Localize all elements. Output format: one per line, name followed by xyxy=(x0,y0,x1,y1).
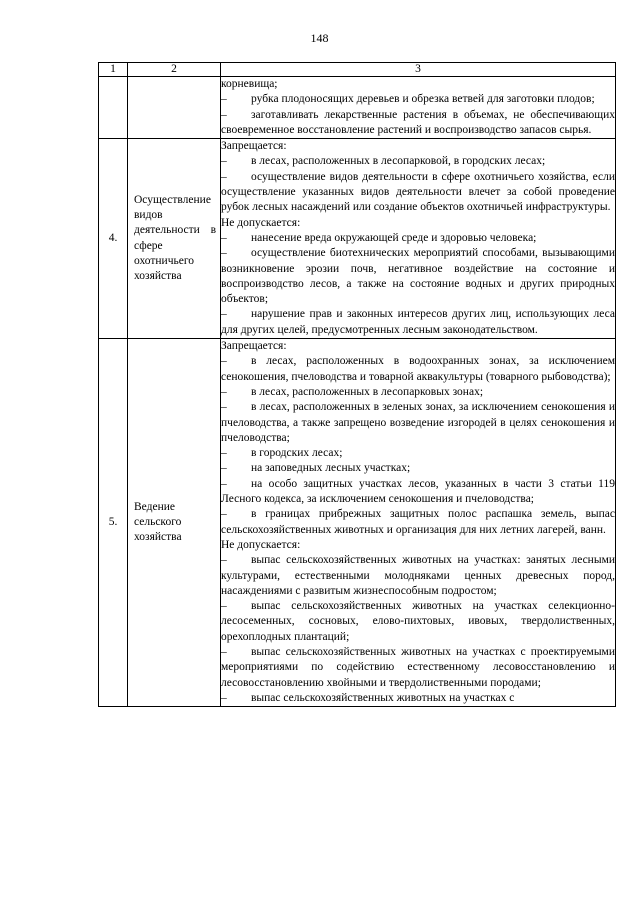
row-number xyxy=(99,77,128,139)
list-dash: – xyxy=(221,247,227,260)
activity-type-cell xyxy=(128,339,221,707)
restriction-text: в границах прибрежных защитных полос распашка земель, выпас сельскохозяйственных животных и организация для них летних лагерей, ванн. xyxy=(221,508,615,536)
restriction-text: выпас сельскохозяйственных животных на участках с проектируемыми мероприятиями по содействию естественному лесовосстановлению и лесовосстановлению хвойными и твердолиственными породами; xyxy=(221,645,615,689)
restriction-text: на заповедных лесных участках; xyxy=(251,462,411,475)
restriction-text: рубка плодоносящих деревьев и обрезка ветвей для заготовки плодов; xyxy=(251,93,595,106)
list-dash: – xyxy=(221,401,227,414)
list-dash: – xyxy=(221,108,227,121)
restriction-item xyxy=(221,461,615,476)
restriction-item xyxy=(221,507,615,538)
activity-type-cell xyxy=(128,139,221,339)
restriction-text: в лесах, расположенных в зеленых зонах, за исключением сенокошения и пчеловодства, а также запрещено возведение изгородей в целях сенокошения и пчеловодства; xyxy=(221,401,615,444)
row-number: 5. xyxy=(99,339,128,707)
table-header-row xyxy=(99,63,616,77)
restriction-heading: Запрещается: xyxy=(221,340,287,353)
row-number: 4. xyxy=(99,139,128,339)
activity-type-cell xyxy=(128,77,221,139)
table-row xyxy=(99,339,616,707)
restriction-text: на особо защитных участках лесов, указанных в части 3 статьи 119 Лесного кодекса, за исключением сенокошения и пчеловодства; xyxy=(221,477,615,506)
restriction-text: выпас сельскохозяйственных животных на участках селекционно-лесосеменных, сосновых, елово-пихтовых, ивовых, твердолиственных, орехоплодных плантаций; xyxy=(221,600,615,643)
list-dash: – xyxy=(221,231,227,244)
restriction-item xyxy=(221,645,615,691)
restriction-item xyxy=(221,553,615,599)
restriction-text: в лесах, расположенных в лесопарковой, в городских лесах; xyxy=(251,155,546,168)
restriction-heading: Запрещается: xyxy=(221,140,287,153)
restriction-text: осуществление видов деятельности в сфере охотничьего хозяйства, если осуществление указанных видов деятельности влечет за собой проведение рубок лесных насаждений или создание объектов охотничьей инфраструктуры. xyxy=(221,170,615,214)
header-col-3: 3 xyxy=(221,63,616,77)
list-dash: – xyxy=(221,508,227,521)
restriction-text: в лесах, расположенных в водоохранных зонах, за исключением сенокошения, пчеловодства и товарной аквакультуры (товарного рыбоводства); xyxy=(221,355,615,383)
restriction-text: выпас сельскохозяйственных животных на участках: занятых лесными культурами, естественными молодняками ценных древесных пород, насаждениями с развитым жизнеспособным подростом; xyxy=(221,554,615,597)
list-dash: – xyxy=(221,170,227,183)
list-dash: – xyxy=(221,155,227,168)
restriction-text: нарушение прав и законных интересов других лиц, использующих леса для других целей, предусмотренных лесным законодательством. xyxy=(221,308,615,336)
table-row xyxy=(99,77,616,139)
list-dash: – xyxy=(221,477,227,490)
activity-type-name: Осуществление видов деятельности в сфере охотничьего хозяйства xyxy=(134,193,216,283)
restriction-text: выпас сельскохозяйственных животных на участках с xyxy=(251,691,515,704)
restriction-text: корневища; xyxy=(221,78,278,90)
restriction-item xyxy=(221,307,615,338)
restriction-item xyxy=(221,108,615,139)
list-dash: – xyxy=(221,447,227,460)
list-dash: – xyxy=(221,355,227,368)
restriction-item xyxy=(221,385,615,400)
restriction-item xyxy=(221,400,615,446)
restriction-text: в лесах, расположенных в лесопарковых зонах; xyxy=(251,385,484,398)
restriction-item xyxy=(221,246,615,307)
restriction-text: нанесение вреда окружающей среде и здоровью человека; xyxy=(251,231,537,244)
list-dash: – xyxy=(221,93,227,106)
restriction-item xyxy=(221,691,615,706)
restrictions-cell xyxy=(221,339,616,707)
list-dash: – xyxy=(221,691,227,704)
list-dash: – xyxy=(221,462,227,475)
restriction-item xyxy=(221,231,615,246)
restriction-item xyxy=(221,354,615,385)
activity-type-name: Ведение сельского хозяйства xyxy=(134,500,182,544)
restriction-text: в городских лесах; xyxy=(251,447,343,460)
restriction-item xyxy=(221,92,615,107)
restriction-heading: Не допускается: xyxy=(221,538,301,551)
table-row xyxy=(99,139,616,339)
restriction-item xyxy=(221,477,615,508)
list-dash: – xyxy=(221,600,227,613)
list-dash: – xyxy=(221,308,227,321)
restriction-item xyxy=(221,446,615,461)
restriction-item xyxy=(221,154,615,169)
restriction-text: осуществление биотехнических мероприятий способами, вызывающими возникновение эрозии почв, негативное воздействие на состояние и воспроизводство лесов, а также на состояние водных и других природных объектов; xyxy=(221,247,615,306)
header-col-1: 1 xyxy=(99,63,128,77)
restrictions-cell xyxy=(221,139,616,339)
restriction-text: заготавливать лекарственные растения в объемах, не обеспечивающих своевременное восстановление растений и воспроизводство запасов сырья. xyxy=(221,108,615,136)
restrictions-cell xyxy=(221,77,616,139)
regulations-table xyxy=(98,62,616,707)
list-dash: – xyxy=(221,385,227,398)
restriction-item xyxy=(221,170,615,216)
restriction-item xyxy=(221,599,615,645)
list-dash: – xyxy=(221,645,227,658)
header-col-2: 2 xyxy=(128,63,221,77)
list-dash: – xyxy=(221,554,227,567)
page-number: 148 xyxy=(310,31,329,45)
restriction-heading: Не допускается: xyxy=(221,216,301,229)
